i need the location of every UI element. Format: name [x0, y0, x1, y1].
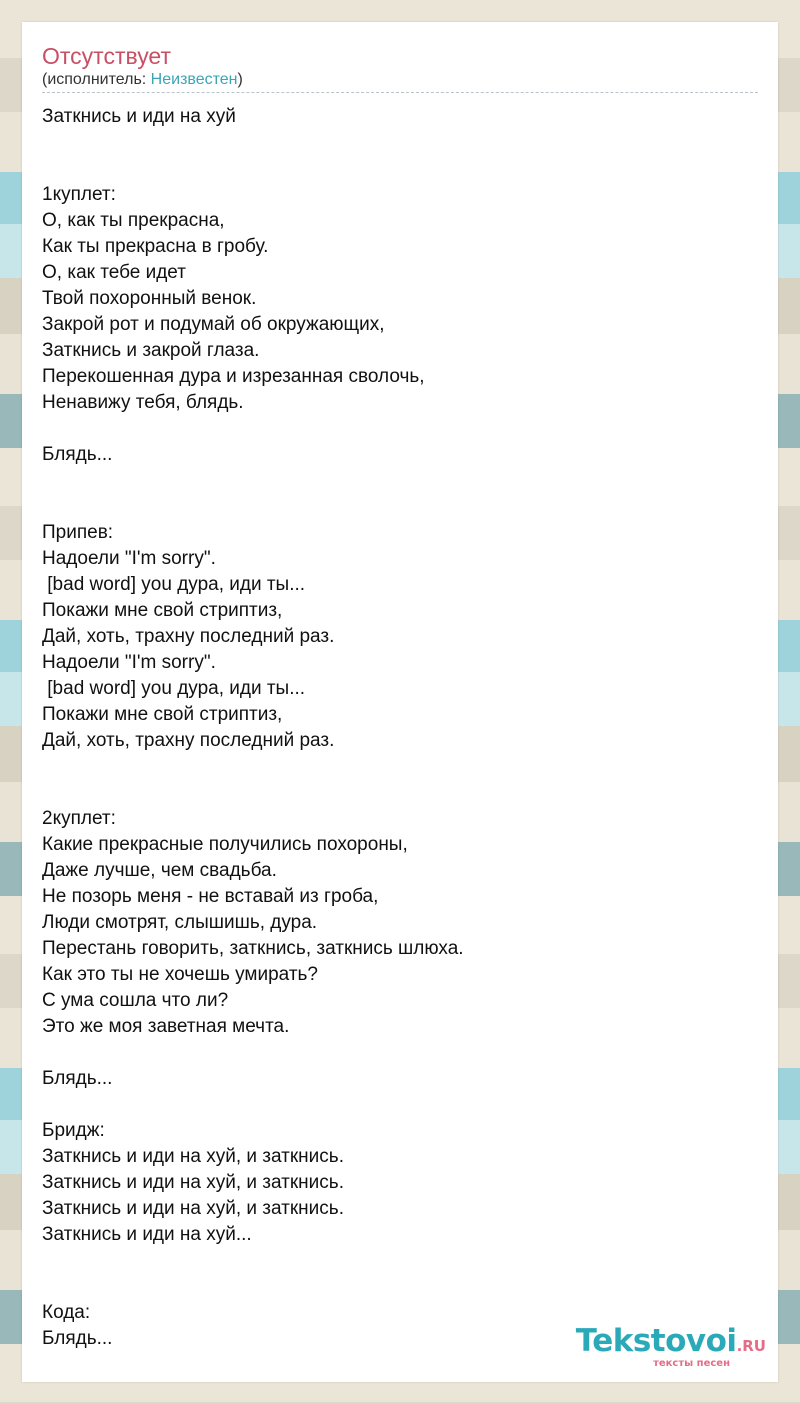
performer-suffix: )	[237, 71, 243, 88]
logo-tagline: тексты песен	[653, 1358, 730, 1369]
lyrics-text: Заткнись и иди на хуй 1куплет: О, как ты прекрасна, Как ты прекрасна в гробу. О, как тебе идет Твой похоронный венок. Закрой рот и подумай об окружающих, Заткнись и закрой глаза. Перекошенная дура и изрезанная сволочь, Ненавижу тебя, блядь. Блядь... Припев: Надоели "I'm sorry". [bad word] you дура, иди ты... Покажи мне свой стриптиз, Дай, хоть, трахну последний раз. Надоели "I'm sorry". [bad word] you дура, иди ты... Покажи мне свой стриптиз, Дай, хоть, трахну последний раз. 2куплет: Какие прекрасные получились похороны, Даже лучше, чем свадьба. Не позорь меня - не вставай из гроба, Люди смотрят, слышишь, дура. Перестань говорить, заткнись, заткнись шлюха. Как это ты не хочешь умирать? С ума сошла что ли? Это же моя заветная мечта. Блядь... Бридж: Заткнись и иди на хуй, и заткнись. Заткнись и иди на хуй, и заткнись. Заткнись и иди на хуй, и заткнись. Заткнись и иди на хуй... Кода: Блядь...	[42, 106, 464, 1349]
logo-name: Tekstovoi	[575, 1323, 737, 1359]
performer-prefix: (исполнитель:	[42, 71, 151, 88]
logo-tld: .RU	[736, 1337, 766, 1355]
song-title: Отсутствует	[42, 43, 171, 69]
performer-line	[42, 70, 758, 90]
performer-link[interactable]: Неизвестен	[150, 71, 238, 88]
lyrics-card	[22, 22, 778, 1382]
site-logo[interactable]	[556, 1324, 766, 1374]
song-header	[42, 42, 758, 93]
